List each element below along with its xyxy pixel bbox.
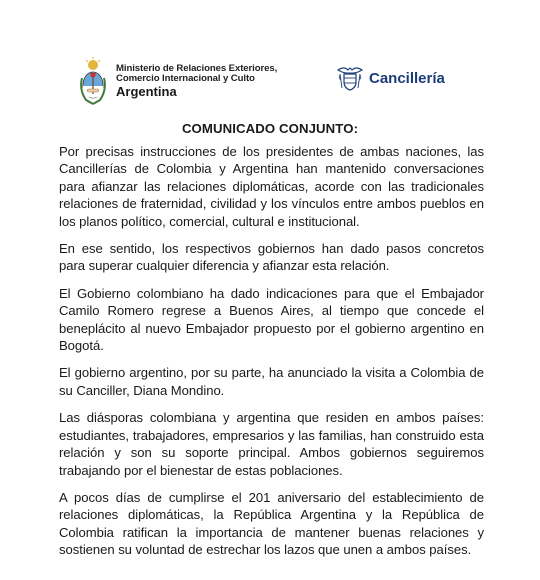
paragraph: Las diásporas colombiana y argentina que residen en ambos países: estudiantes, trabajadores, empresarios y las familias, han construido esta relación y son su soporte principal. Ambos gobiernos seguiremos trabajando por el bienestar de estas poblaciones.	[59, 410, 484, 478]
argentina-ministry-logo	[78, 54, 278, 108]
paragraph: En ese sentido, los respectivos gobiernos han dado pasos concretos para superar cualquier diferencia y afianzar esta relación.	[59, 241, 484, 274]
paragraph: El gobierno argentino, por su parte, ha anunciado la visita a Colombia de su Canciller, Diana Mondino.	[59, 365, 484, 398]
argentina-coat-of-arms-icon	[78, 56, 108, 106]
ministry-name-line2: Comercio Internacional y Culto	[116, 72, 255, 84]
cancilleria-label: Cancillería	[369, 69, 445, 87]
document-body	[59, 143, 484, 569]
document-title: COMUNICADO CONJUNTO:	[181, 121, 359, 136]
paragraph: Por precisas instrucciones de los presidentes de ambas naciones, las Cancillerías de Colombia y Argentina han mantenido conversaciones para afianzar las relaciones diplomáticas, acorde con las tradicionales relaciones de fraternidad, civilidad y los vínculos entre ambos pueblos en los planos político, comercial, cultural e institucional.	[59, 144, 484, 229]
ministry-name-line1: Ministerio de Relaciones Exteriores,	[116, 62, 278, 74]
paragraph: El Gobierno colombiano ha dado indicaciones para que el Embajador Camilo Romero regrese a Buenos Aires, al tiempo que concede el beneplácito al nuevo Embajador propuesto por el gobierno argentino en Bogotá.	[59, 285, 484, 354]
ministry-country: Argentina	[116, 83, 177, 99]
colombia-coat-of-arms-icon	[337, 64, 363, 92]
colombia-cancilleria-logo	[337, 63, 445, 93]
paragraph: A pocos días de cumplirse el 201 aniversario del establecimiento de relaciones diplomáticas, la República Argentina y la República de Colombia ratifican la importancia de mantener buenas relaciones y sostienen su voluntad de estrechar los lazos que unen a ambos países.	[59, 489, 484, 558]
